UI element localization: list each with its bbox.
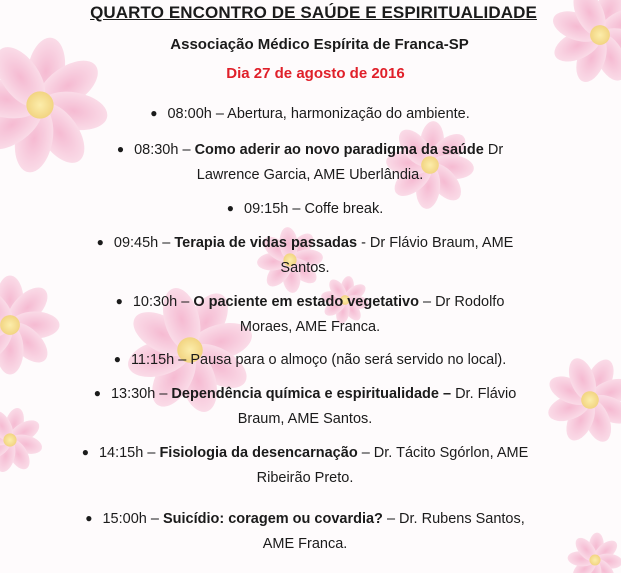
schedule-item-line — [60, 440, 550, 466]
session-speaker: Braum, AME Santos. — [237, 411, 373, 427]
schedule-time: 08:30h — [134, 142, 179, 158]
session-speaker: Santos. — [280, 260, 330, 276]
session-title: Fisiologia da desencarnação — [159, 445, 358, 461]
event-date: Dia 27 de agosto de 2016 — [226, 65, 405, 82]
schedule-item-line — [60, 381, 550, 407]
event-title: QUARTO ENCONTRO DE SAÚDE E ESPIRITUALIDADE — [90, 3, 537, 22]
schedule-item-line — [100, 137, 520, 163]
session-speaker: Lawrence Garcia, AME Uberlândia. — [196, 167, 424, 183]
schedule-item — [100, 137, 520, 188]
schedule-separator: – — [177, 294, 194, 310]
session-detail: – Dr Rodolfo — [418, 294, 505, 310]
schedule-item-line — [110, 101, 510, 127]
schedule-item — [60, 506, 550, 557]
schedule-item-line — [100, 289, 520, 315]
schedule-item-line — [80, 347, 540, 373]
session-detail: - Dr Flávio Braum, AME — [357, 235, 514, 251]
schedule-item — [100, 289, 520, 340]
schedule-item — [80, 347, 540, 373]
schedule-time: 13:30h — [110, 386, 156, 402]
session-title: Terapia de vidas passadas — [174, 235, 358, 251]
schedule-separator: – — [143, 445, 160, 461]
schedule-time: 15:00h — [102, 511, 147, 527]
bullet-icon: ● — [93, 386, 101, 400]
schedule-time: 09:15h — [244, 201, 289, 217]
bullet-icon: ● — [81, 445, 89, 459]
schedule-item-line — [60, 506, 550, 532]
schedule-time: 11:15h — [130, 352, 175, 368]
schedule-item — [110, 101, 510, 127]
schedule-separator: – — [146, 511, 163, 527]
bullet-icon: ● — [85, 511, 93, 525]
schedule-item — [60, 381, 550, 432]
bullet-icon: ● — [115, 294, 123, 308]
schedule-separator: – — [211, 106, 228, 122]
bullet-icon: ● — [226, 201, 235, 215]
schedule-item-line — [200, 196, 410, 222]
session-detail: Coffe break. — [304, 201, 384, 217]
session-detail: – Dr. Rubens Santos, — [382, 511, 525, 527]
bullet-icon: ● — [113, 352, 121, 366]
organizer-name: Associação Médico Espírita de Franca-SP — [170, 36, 469, 53]
schedule-item-line — [60, 230, 550, 256]
schedule-separator: – — [155, 386, 172, 402]
schedule-time: 10:30h — [132, 294, 178, 310]
session-detail: Dr — [483, 142, 504, 158]
session-speaker: Ribeirão Preto. — [256, 470, 354, 486]
session-speaker: Moraes, AME Franca. — [239, 319, 381, 335]
bullet-icon: ● — [96, 235, 104, 249]
session-title: Suicídio: coragem ou covardia? — [162, 511, 383, 527]
schedule-time: 08:00h — [167, 106, 212, 122]
schedule-item — [60, 230, 550, 281]
session-title: Como aderir ao novo paradigma da saúde — [194, 142, 484, 158]
schedule-time: 09:45h — [113, 235, 159, 251]
session-detail: Dr. Flávio — [451, 386, 517, 402]
session-speaker: AME Franca. — [262, 536, 348, 552]
schedule-time: 14:15h — [98, 445, 144, 461]
session-detail: Pausa para o almoço (não será servido no local). — [190, 352, 507, 368]
schedule-separator: – — [178, 142, 195, 158]
session-title: Dependência química e espiritualidade – — [171, 386, 452, 402]
session-detail: Abertura, harmonização do ambiente. — [227, 106, 470, 122]
session-title: O paciente em estado vegetativo — [193, 294, 419, 310]
bullet-icon: ● — [116, 142, 125, 156]
schedule-item — [60, 440, 550, 491]
bullet-icon: ● — [150, 106, 158, 120]
schedule-separator: – — [288, 201, 305, 217]
session-detail: – Dr. Tácito Sgórlon, AME — [357, 445, 529, 461]
schedule-item — [200, 196, 410, 222]
schedule-separator: – — [158, 235, 175, 251]
schedule-separator: – — [174, 352, 191, 368]
